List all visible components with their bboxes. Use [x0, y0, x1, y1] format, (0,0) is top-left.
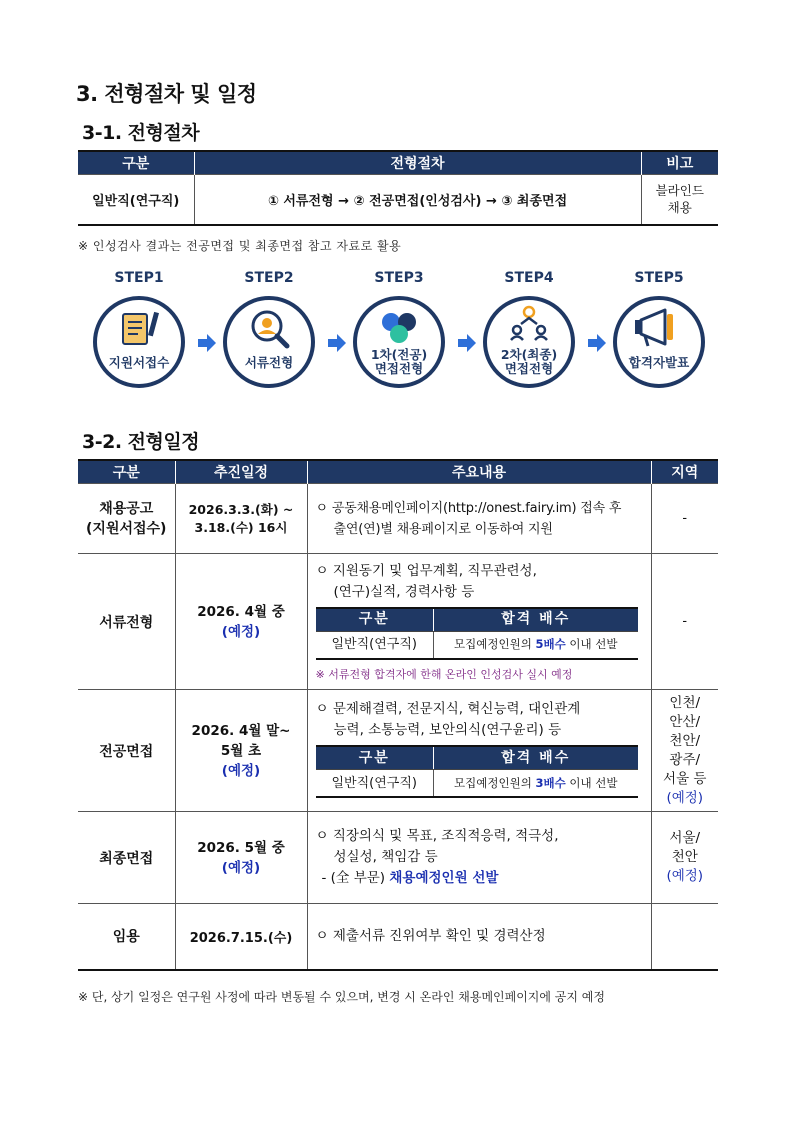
step-4-text	[487, 348, 571, 376]
row-region	[651, 904, 718, 970]
step-5	[604, 270, 714, 388]
procedure-remark	[641, 175, 718, 225]
row-content-line2: 출연(연)별 채용페이지로 이동하여 지원	[333, 521, 553, 537]
table-row	[78, 554, 718, 690]
step-4	[474, 270, 584, 388]
row-content	[307, 554, 651, 690]
pass-ratio-pre: 모집예정인원의	[454, 637, 536, 651]
schedule-subtitle: 3-2. 전형일정	[82, 431, 200, 453]
row-region-line: 인천/	[669, 694, 701, 711]
step-5-label: STEP5	[634, 270, 684, 286]
step-3-text-line1: 1차(전공)	[370, 347, 428, 362]
procedure-header-row	[78, 151, 718, 175]
row-region-line: 천안	[671, 849, 698, 865]
pass-ratio-table	[316, 607, 638, 660]
row-category: 최종면접	[78, 812, 175, 904]
row-date-tag: (예정)	[221, 623, 261, 640]
step-flow	[84, 270, 714, 400]
row-content-line3-pre: - (全 부문)	[321, 870, 390, 886]
pass-ratio-value	[434, 631, 638, 659]
table-row	[78, 812, 718, 904]
row-content	[307, 812, 651, 904]
step-4-text-line2: 면접전형	[504, 361, 554, 376]
pass-ratio-post: 이내 선발	[565, 775, 618, 790]
row-sub-note: ※ 서류전형 합격자에 한해 온라인 인성검사 실시 예정	[315, 667, 573, 681]
row-date: 2026.7.15.(수)	[175, 904, 307, 970]
procedure-remark-line1: 블라인드	[655, 183, 704, 199]
pass-ratio-header-multiple: 합격 배수	[434, 608, 638, 632]
pass-ratio-pre: 모집예정인원의	[454, 775, 536, 790]
pass-ratio-value	[434, 770, 638, 798]
procedure-table	[78, 150, 718, 226]
pass-ratio-category: 일반직(연구직)	[316, 631, 434, 659]
procedure-header-steps: 전형절차	[194, 151, 641, 175]
step-2-label: STEP2	[244, 270, 294, 286]
row-category-line1: 채용공고	[99, 500, 154, 517]
procedure-steps-text: ① 서류전형 → ② 전공면접(인성검사) → ③ 최종면접	[194, 175, 641, 225]
pass-ratio-multiple: 5배수	[535, 637, 566, 651]
row-date-tag: (예정)	[221, 859, 261, 876]
pass-ratio-header-category: 구분	[316, 608, 434, 632]
row-region-line: 안산/	[669, 713, 701, 730]
schedule-header-content: 주요내용	[307, 460, 651, 484]
row-content	[307, 904, 651, 970]
row-date	[175, 554, 307, 690]
row-date-tag: (예정)	[221, 762, 261, 779]
schedule-table	[78, 459, 718, 971]
row-date-line2: 5월 초	[220, 742, 262, 759]
row-date-line1: 2026.3.3.(화) ~	[188, 501, 294, 517]
row-date-line1: 2026. 5월 중	[197, 839, 285, 856]
table-row	[78, 690, 718, 812]
step-4-circle	[483, 296, 575, 388]
row-content-line3	[316, 868, 643, 889]
row-category	[78, 484, 175, 554]
row-region: -	[651, 554, 718, 690]
pass-ratio-header-category: 구분	[316, 746, 434, 770]
procedure-row	[78, 175, 718, 225]
step-1	[84, 270, 194, 388]
step-1-label: STEP1	[114, 270, 164, 286]
row-region-line: 서울 등	[663, 770, 707, 787]
procedure-remark-line2: 채용	[667, 200, 692, 216]
step-2-circle	[223, 296, 315, 388]
row-content	[307, 690, 651, 812]
table-row	[78, 904, 718, 970]
schedule-header-date: 추진일정	[175, 460, 307, 484]
step-3	[344, 270, 454, 388]
row-content-line2: (연구)실적, 경력사항 등	[333, 583, 475, 600]
step-5-circle	[613, 296, 705, 388]
schedule-header-region: 지역	[651, 460, 718, 484]
step-3-circle	[353, 296, 445, 388]
pass-ratio-category: 일반직(연구직)	[316, 770, 434, 798]
step-2	[214, 270, 324, 388]
row-category: 전공면접	[78, 690, 175, 812]
pass-ratio-multiple: 3배수	[535, 775, 566, 790]
row-date-line2: 3.18.(수) 16시	[194, 519, 288, 535]
procedure-header-category: 구분	[78, 151, 194, 175]
step-4-label: STEP4	[504, 270, 554, 286]
row-content-line1: ㅇ 직장의식 및 목표, 조직적응력, 적극성,	[315, 828, 559, 844]
row-content-line3-bold: 채용예정인원 선발	[389, 870, 499, 886]
step-3-text	[357, 348, 441, 376]
row-date-line1: 2026. 4월 말~	[191, 722, 291, 739]
row-region-tag: (예정)	[666, 868, 704, 884]
procedure-note: ※ 인성검사 결과는 전공면접 및 최종면접 참고 자료로 활용	[78, 239, 402, 253]
row-region-line: 천안/	[669, 732, 701, 749]
row-content-line1: ㅇ 제출서류 진위여부 확인 및 경력산정	[315, 927, 546, 944]
section-title: 3. 전형절차 및 일정	[76, 82, 257, 106]
procedure-header-remark: 비고	[641, 151, 718, 175]
document-pen-icon	[97, 300, 181, 384]
procedure-category: 일반직(연구직)	[78, 175, 194, 225]
step-5-text: 합격자발표	[628, 355, 690, 370]
table-row	[78, 484, 718, 554]
row-category-line2: (지원서접수)	[86, 520, 167, 537]
row-content-line2: 성실성, 책임감 등	[333, 849, 438, 865]
step-4-text-line1: 2차(최종)	[500, 347, 558, 362]
row-region: -	[651, 484, 718, 554]
pass-ratio-post: 이내 선발	[565, 637, 618, 651]
row-content-line2: 능력, 소통능력, 보안의식(연구윤리) 등	[333, 722, 562, 738]
row-date	[175, 484, 307, 554]
step-2-text: 서류전형	[244, 355, 294, 370]
row-region	[651, 812, 718, 904]
schedule-footnote: ※ 단, 상기 일정은 연구원 사정에 따라 변동될 수 있으며, 변경 시 온라인 채용메인페이지에 공지 예정	[78, 990, 605, 1004]
row-region	[651, 690, 718, 812]
step-3-text-line2: 면접전형	[374, 361, 424, 376]
pass-ratio-header-multiple: 합격 배수	[434, 746, 638, 770]
schedule-header-row	[78, 460, 718, 484]
row-date	[175, 812, 307, 904]
step-1-text: 지원서접수	[108, 355, 170, 370]
procedure-subtitle: 3-1. 전형절차	[82, 122, 200, 144]
row-date	[175, 690, 307, 812]
megaphone-icon	[617, 300, 701, 384]
row-region-line: 광주/	[669, 751, 701, 768]
row-date-line1: 2026. 4월 중	[197, 603, 285, 620]
pass-ratio-table	[316, 745, 638, 798]
step-3-label: STEP3	[374, 270, 424, 286]
row-region-tag: (예정)	[666, 789, 704, 806]
step-1-circle	[93, 296, 185, 388]
row-category: 서류전형	[78, 554, 175, 690]
magnifier-person-icon	[227, 300, 311, 384]
row-category: 임용	[78, 904, 175, 970]
schedule-header-category: 구분	[78, 460, 175, 484]
row-content-line1: ㅇ 지원동기 및 업무계획, 직무관련성,	[315, 562, 537, 579]
row-content-line1: ㅇ 공동채용메인페이지(http://onest.fairy.im) 접속 후	[315, 500, 622, 516]
row-content	[307, 484, 651, 554]
row-region-line: 서울/	[669, 830, 701, 846]
row-content-line1: ㅇ 문제해결력, 전문지식, 혁신능력, 대인관계	[315, 701, 581, 717]
